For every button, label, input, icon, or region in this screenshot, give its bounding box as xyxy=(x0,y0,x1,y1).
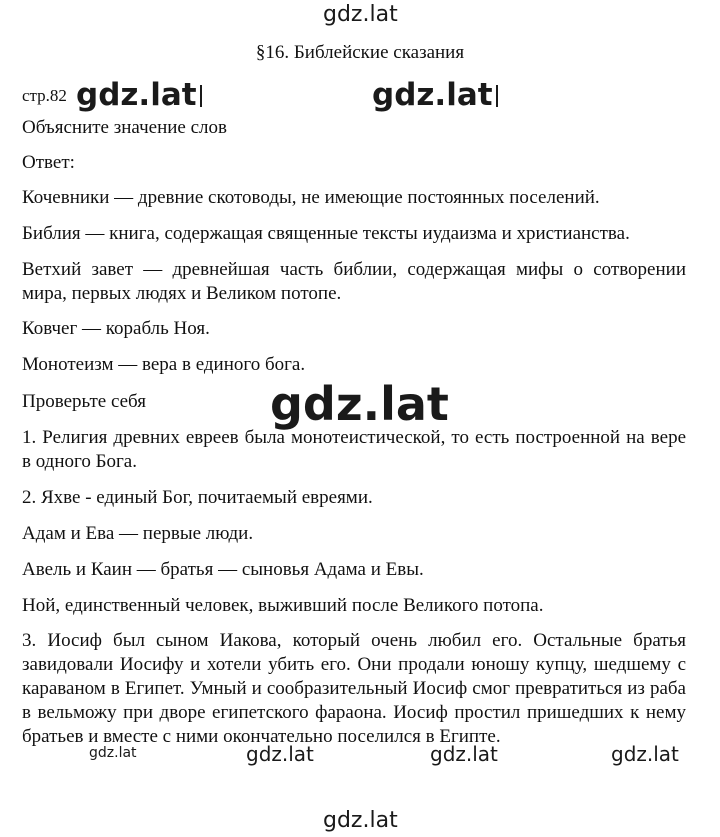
watermark-header-right: gdz.lat xyxy=(372,80,498,111)
watermark-footer: gdz.lat xyxy=(323,808,398,833)
watermark-bottom: gdz.lat xyxy=(430,742,498,766)
definition-item: Библия — книга, содержащая священные тексты иудаизма и христианства. xyxy=(22,223,630,244)
watermark-header-left: gdz.lat xyxy=(76,80,202,111)
definition-item: Ветхий завет — древнейшая часть библии, содержащая мифы о сотворении мира, первых людях и Великом потопе. xyxy=(22,259,686,304)
answer-item: 1. Религия древних евреев была монотеистической, то есть построенной на вере в одного Бога. xyxy=(22,427,686,472)
answer-item: Авель и Каин — братья — сыновья Адама и Евы. xyxy=(22,559,424,580)
answer-item: Ной, единственный человек, выживший после Великого потопа. xyxy=(22,595,544,616)
answer-item: Адам и Ева — первые люди. xyxy=(22,523,254,544)
section-title: §16. Библейские сказания xyxy=(255,42,465,63)
check-heading: Проверьте себя xyxy=(22,391,146,412)
definition-item: Кочевники — древние скотоводы, не имеющие постоянных поселений. xyxy=(22,187,600,208)
watermark-top: gdz.lat xyxy=(323,2,398,27)
definition-item: Ковчег — корабль Ноя. xyxy=(22,318,210,339)
watermark-bottom-small: gdz.lat xyxy=(89,745,137,761)
watermark-bottom: gdz.lat xyxy=(611,742,679,766)
watermark-bottom: gdz.lat xyxy=(246,742,314,766)
cursor-bar-icon xyxy=(200,85,202,107)
task-heading: Объясните значение слов xyxy=(22,117,227,138)
cursor-bar-icon xyxy=(496,85,498,107)
watermark-center: gdz.lat xyxy=(270,377,449,431)
page-reference: стр.82 xyxy=(22,86,67,105)
definition-item: Монотеизм — вера в единого бога. xyxy=(22,354,306,375)
answer-item: 2. Яхве - единый Бог, почитаемый евреями. xyxy=(22,487,373,508)
answer-label: Ответ: xyxy=(22,152,75,173)
answer-item: 3. Иосиф был сыном Иакова, который очень любил его. Остальные братья завидовали Иосифу и хотели убить его. Они продали юношу купцу, шедшему с караваном в Египет. Умный и сообразительный Иосиф смог превратиться из раба в вельможу при дворе египетского фараона. Иосиф простил пришедших к нему братьев и вместе с ними окончательно поселился в Египте. xyxy=(22,630,686,747)
